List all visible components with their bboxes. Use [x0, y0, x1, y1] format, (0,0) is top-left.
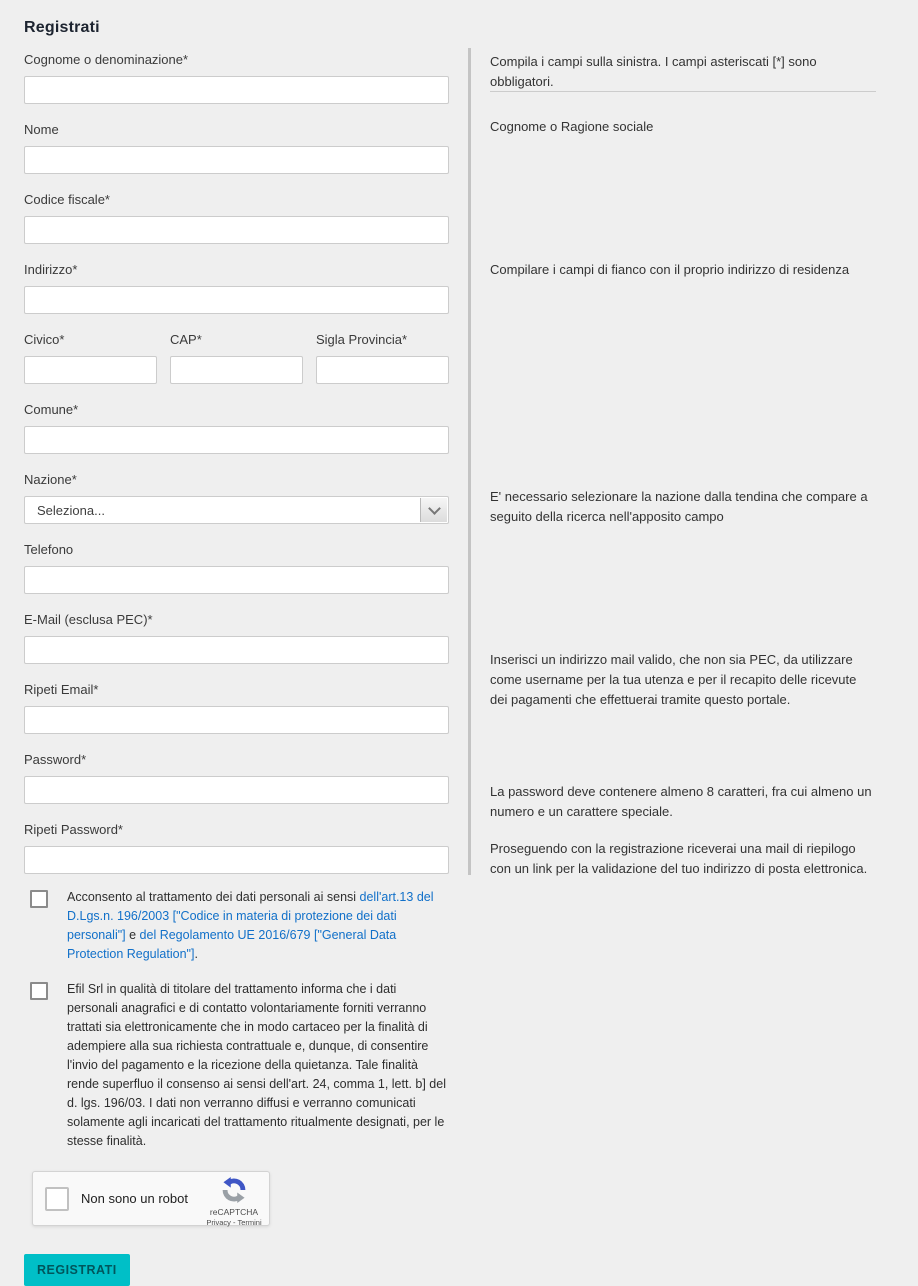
cognome-label: Cognome o denominazione*: [24, 52, 189, 67]
registrati-button[interactable]: REGISTRATI: [24, 1254, 130, 1286]
password-label: Password*: [24, 752, 87, 767]
ripeti-password-input[interactable]: [24, 846, 449, 874]
consent1-text-part: .: [194, 947, 198, 961]
civico-input[interactable]: [24, 356, 157, 384]
codice-fiscale-input[interactable]: [24, 216, 449, 244]
treatment-info-row: [24, 980, 449, 1151]
help-note-nazione: E' necessario selezionare la nazione dalla tendina che compare a seguito della ricerca nell'apposito campo: [490, 489, 868, 524]
help-note-indirizzo: Compilare i campi di fianco con il proprio indirizzo di residenza: [490, 262, 850, 277]
privacy-consent-text: [67, 888, 449, 964]
nazione-select[interactable]: [24, 496, 449, 524]
field-group-cognome: [24, 52, 449, 104]
recaptcha-logo: [205, 1177, 263, 1226]
field-group-sigla-provincia: [316, 332, 449, 384]
telefono-label: Telefono: [24, 542, 74, 557]
privacy-consent-checkbox[interactable]: [30, 890, 48, 908]
email-input[interactable]: [24, 636, 449, 664]
ripeti-email-label: Ripeti Email*: [24, 682, 99, 697]
civico-label: Civico*: [24, 332, 65, 347]
cap-label: CAP*: [170, 332, 202, 347]
telefono-input[interactable]: [24, 566, 449, 594]
sigla-provincia-label: Sigla Provincia*: [316, 332, 408, 347]
cognome-input[interactable]: [24, 76, 449, 104]
recaptcha-label: Non sono un robot: [81, 1191, 188, 1206]
field-group-nazione: [24, 472, 449, 524]
field-group-ripeti-password: [24, 822, 449, 874]
nome-input[interactable]: [24, 146, 449, 174]
field-group-civico: [24, 332, 157, 384]
dlgs-196-2003-link[interactable]: dell'art.13 del D.Lgs.n. 196/2003 ["Codice in materia di protezione dei dati personali"]: [67, 890, 434, 942]
field-group-password: [24, 752, 449, 804]
comune-label: Comune*: [24, 402, 79, 417]
field-group-ripeti-email: [24, 682, 449, 734]
help-note-riepilogo: Proseguendo con la registrazione riceverai una mail di riepilogo con un link per la validazione del tuo indirizzo di posta elettronica.: [490, 841, 868, 876]
recaptcha-widget: [32, 1171, 270, 1226]
help-intro: Compila i campi sulla sinistra. I campi asteriscati [*] sono obbligatori.: [490, 54, 817, 89]
treatment-info-checkbox[interactable]: [30, 982, 48, 1000]
field-group-telefono: [24, 542, 449, 594]
nome-label: Nome: [24, 122, 59, 137]
ripeti-password-label: Ripeti Password*: [24, 822, 123, 837]
help-note-cognome: Cognome o Ragione sociale: [490, 119, 654, 134]
nazione-select-value: Seleziona...: [37, 502, 105, 518]
indirizzo-label: Indirizzo*: [24, 262, 78, 277]
field-group-cap: [170, 332, 303, 384]
nazione-label: Nazione*: [24, 472, 77, 487]
registration-form: [24, 52, 449, 1286]
field-group-nome: [24, 122, 449, 174]
column-divider: [468, 48, 471, 875]
field-group-codice-fiscale: [24, 192, 449, 244]
consent1-text-part: Acconsento al trattamento dei dati personali ai sensi: [67, 890, 360, 904]
ripeti-email-input[interactable]: [24, 706, 449, 734]
help-note-password: La password deve contenere almeno 8 caratteri, fra cui almeno un numero e un carattere speciale.: [490, 784, 872, 819]
consent1-text-part: e: [125, 928, 140, 942]
comune-input[interactable]: [24, 426, 449, 454]
treatment-info-text: Efil Srl in qualità di titolare del trattamento informa che i dati personali anagrafici e di contatto volontariamente forniti verranno trattati sia elettronicamente che in modo cartaceo per la finalità di adempiere alla sua richiesta contrattuale e, dunque, di consentire l'invio del pagamento e la ricezione della quietanza. Tale finalità rende superfluo il consenso ai sensi dell'art. 24, comma 1, lett. b] del d. lgs. 196/03. I dati non verranno diffusi e verranno comunicati solamente agli incaricati del trattamento ritualmente designati, per le stesse finalità.: [67, 982, 446, 1148]
page-title: Registrati: [24, 18, 100, 36]
privacy-consent-row: [24, 888, 449, 964]
field-group-comune: [24, 402, 449, 454]
sigla-provincia-input[interactable]: [316, 356, 449, 384]
field-group-email: [24, 612, 449, 664]
field-group-indirizzo: [24, 262, 449, 314]
cap-input[interactable]: [170, 356, 303, 384]
recaptcha-checkbox[interactable]: [45, 1187, 69, 1211]
recaptcha-icon: [221, 1177, 247, 1203]
chevron-down-icon[interactable]: [420, 498, 447, 522]
recaptcha-brand: reCAPTCHA: [209, 1207, 259, 1217]
indirizzo-input[interactable]: [24, 286, 449, 314]
help-divider: [490, 91, 876, 92]
recaptcha-privacy-terms-links[interactable]: Privacy - Termini: [206, 1217, 262, 1227]
gdpr-link[interactable]: del Regolamento UE 2016/679 ["General Data Protection Regulation"]: [67, 928, 397, 961]
password-input[interactable]: [24, 776, 449, 804]
codice-fiscale-label: Codice fiscale*: [24, 192, 110, 207]
email-label: E-Mail (esclusa PEC)*: [24, 612, 153, 627]
help-note-email: Inserisci un indirizzo mail valido, che non sia PEC, da utilizzare come username per la tua utenza e per il recapito delle ricevute dei pagamenti che effettuerai tramite questo portale.: [490, 652, 857, 707]
field-row-civico-cap-provincia: [24, 332, 449, 384]
